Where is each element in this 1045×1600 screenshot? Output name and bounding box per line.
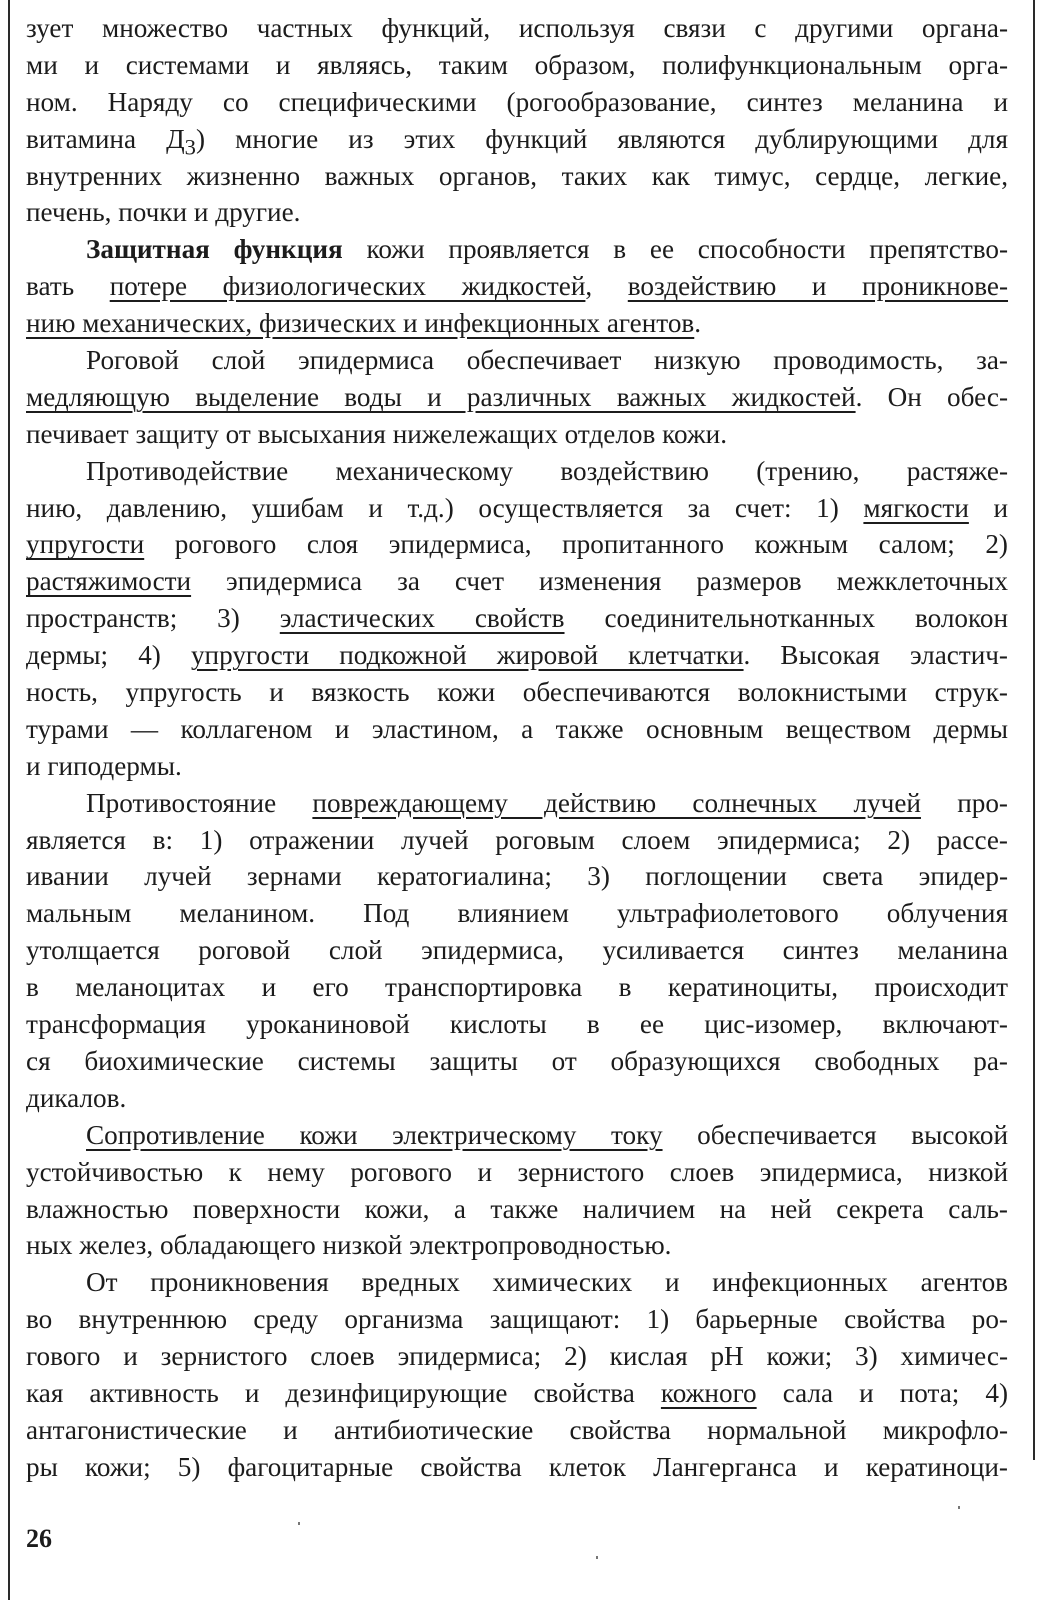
- text-line: [26, 785, 1008, 822]
- text-segment: печивает защиту от высыхания нижележащих отделов кожи.: [26, 418, 727, 449]
- text-segment: про-: [920, 787, 1008, 818]
- underlined-phrase: медляющую выделение воды и различных важных жидкостей: [26, 381, 856, 412]
- text-segment: турами — коллагеном и эластином, а также основным веществом дермы: [26, 713, 1008, 744]
- underlined-phrase: кожного: [660, 1377, 757, 1408]
- text-segment: антагонистические и антибиотические свойства нормальной микрофло-: [26, 1414, 1008, 1445]
- text-line: [26, 858, 1008, 895]
- text-line: [26, 1154, 1008, 1191]
- text-line: [26, 342, 1008, 379]
- text-line: [26, 47, 1008, 84]
- text-segment: кожи проявляется в ее способности препятство-: [342, 234, 1009, 265]
- text-segment: ) многие из этих функций являются дублирующими для: [195, 123, 1008, 154]
- bold-term: Защитная функция: [86, 234, 343, 265]
- text-line: [26, 1449, 1008, 1486]
- text-line: [26, 231, 1008, 268]
- text-segment: эпидермиса за счет изменения размеров межклеточных: [191, 566, 1008, 597]
- text-line: [26, 600, 1008, 637]
- text-line: [26, 121, 1008, 158]
- text-segment: гового и зернистого слоев эпидермиса; 2) кислая pH кожи; 3) химичес-: [26, 1341, 1008, 1372]
- text-line: [26, 1301, 1008, 1338]
- underlined-phrase: повреждающему действию солнечных лучей: [312, 787, 921, 818]
- underlined-phrase: нию механических, физических и инфекционных агентов: [26, 308, 695, 339]
- text-segment: . Он обес-: [855, 381, 1008, 412]
- text-segment: нию, давлению, ушибам и т.д.) осуществляется за счет: 1): [26, 492, 864, 523]
- text-segment: во внутреннюю среду организма защищают: 1) барьерные свойства ро-: [26, 1304, 1008, 1335]
- text-line: [26, 1338, 1008, 1375]
- scan-speck: [298, 1522, 300, 1525]
- text-segment: ,: [585, 271, 628, 302]
- text-segment: Противостояние: [86, 787, 313, 818]
- text-segment: печень, почки и другие.: [26, 197, 301, 228]
- text-line: [26, 895, 1008, 932]
- text-line: [26, 379, 1008, 416]
- text-line: [26, 1264, 1008, 1301]
- text-segment: дикалов.: [26, 1082, 127, 1113]
- text-segment: От проникновения вредных химических и инфекционных агентов: [86, 1267, 1008, 1298]
- text-segment: и гиподермы.: [26, 750, 182, 781]
- text-segment: витамина Д: [26, 123, 185, 154]
- text-segment: мальным меланином. Под влиянием ультрафиолетового облучения: [26, 898, 1008, 929]
- text-segment: утолщается роговой слой эпидермиса, усиливается синтез меланина: [26, 935, 1008, 966]
- text-line: [26, 1375, 1008, 1412]
- text-segment: .: [694, 308, 702, 339]
- text-line: [26, 1006, 1008, 1043]
- text-line: [26, 674, 1008, 711]
- text-line: [26, 305, 1008, 342]
- text-line: [26, 1412, 1008, 1449]
- text-segment: . Высокая эластич-: [743, 640, 1008, 671]
- page-border-left: [8, 0, 10, 1600]
- body-text: [26, 10, 1008, 1486]
- text-segment: рогового слоя эпидермиса, пропитанного кожным салом; 2): [144, 529, 1008, 560]
- scan-speck: [958, 1506, 960, 1509]
- text-segment: ми и системами и являясь, таким образом, полифункциональным орга-: [26, 49, 1008, 80]
- text-line: [26, 268, 1008, 305]
- text-segment: соединительнотканных волокон: [564, 603, 1008, 634]
- page-number: 26: [26, 1524, 52, 1553]
- text-segment: дермы; 4): [26, 640, 191, 671]
- text-segment: трансформация уроканиновой кислоты в ее цис-изомер, включают-: [26, 1009, 1008, 1040]
- text-segment: в меланоцитах и его транспортировка в кератиноциты, происходит: [26, 972, 1008, 1003]
- underlined-phrase: эластических свойств: [279, 603, 565, 634]
- text-line: [26, 711, 1008, 748]
- underlined-phrase: Сопротивление кожи электрическому току: [86, 1119, 663, 1150]
- text-line: [26, 416, 1008, 453]
- text-segment: вать: [26, 271, 110, 302]
- text-line: [26, 526, 1008, 563]
- underlined-phrase: мягкости: [863, 492, 969, 523]
- text-line: [26, 1080, 1008, 1117]
- text-segment: ся биохимические системы защиты от образующихся свободных ра-: [26, 1045, 1008, 1076]
- subscript: 3: [184, 134, 196, 160]
- text-segment: ивании лучей зернами кератогиалина; 3) поглощении света эпидер-: [26, 861, 1008, 892]
- text-line: [26, 1043, 1008, 1080]
- text-line: [26, 1227, 1008, 1264]
- text-line: [26, 490, 1008, 527]
- text-segment: ном. Наряду со специфическими (рогообразование, синтез меланина и: [26, 86, 1008, 117]
- underlined-phrase: потере физиологических жидкостей: [109, 271, 586, 302]
- text-segment: пространств; 3): [26, 603, 280, 634]
- text-line: [26, 1191, 1008, 1228]
- text-segment: является в: 1) отражении лучей роговым слоем эпидермиса; 2) рассе-: [26, 824, 1008, 855]
- underlined-phrase: растяжимости: [26, 566, 192, 597]
- text-segment: сала и пота; 4): [756, 1377, 1009, 1408]
- text-line: [26, 822, 1008, 859]
- text-segment: обеспечивается высокой: [662, 1119, 1008, 1150]
- page-border-right: [1033, 0, 1035, 1460]
- text-segment: ры кожи; 5) фагоцитарные свойства клеток Лангерганса и кератиноци-: [26, 1451, 1008, 1482]
- text-line: [26, 1117, 1008, 1154]
- text-segment: и: [968, 492, 1008, 523]
- text-line: [26, 84, 1008, 121]
- text-segment: кая активность и дезинфицирующие свойства: [26, 1377, 661, 1408]
- text-segment: Роговой слой эпидермиса обеспечивает низкую проводимость, за-: [86, 345, 1008, 376]
- text-segment: зует множество частных функций, используя связи с другими органа-: [26, 13, 1008, 43]
- underlined-phrase: воздействию и проникнове-: [627, 271, 1009, 302]
- text-line: [26, 637, 1008, 674]
- text-line: [26, 453, 1008, 490]
- text-line: [26, 10, 1008, 47]
- text-line: [26, 158, 1008, 195]
- text-segment: ных желез, обладающего низкой электропроводностью.: [26, 1230, 672, 1261]
- text-line: [26, 563, 1008, 600]
- scan-speck: [596, 1556, 598, 1559]
- text-segment: влажностью поверхности кожи, а также наличием на ней секрета саль-: [26, 1193, 1008, 1224]
- text-segment: устойчивостью к нему рогового и зернистого слоев эпидермиса, низкой: [26, 1156, 1008, 1187]
- underlined-phrase: упругости: [26, 529, 145, 560]
- text-segment: ность, упругость и вязкость кожи обеспечиваются волокнистыми струк-: [26, 677, 1008, 708]
- text-line: [26, 932, 1008, 969]
- text-segment: внутренних жизненно важных органов, таких как тимус, сердце, легкие,: [26, 160, 1008, 191]
- text-line: [26, 748, 1008, 785]
- text-line: [26, 969, 1008, 1006]
- text-segment: Противодействие механическому воздействию (трению, растяже-: [86, 455, 1008, 486]
- underlined-phrase: упругости подкожной жировой клетчатки: [190, 640, 744, 671]
- text-line: [26, 194, 1008, 231]
